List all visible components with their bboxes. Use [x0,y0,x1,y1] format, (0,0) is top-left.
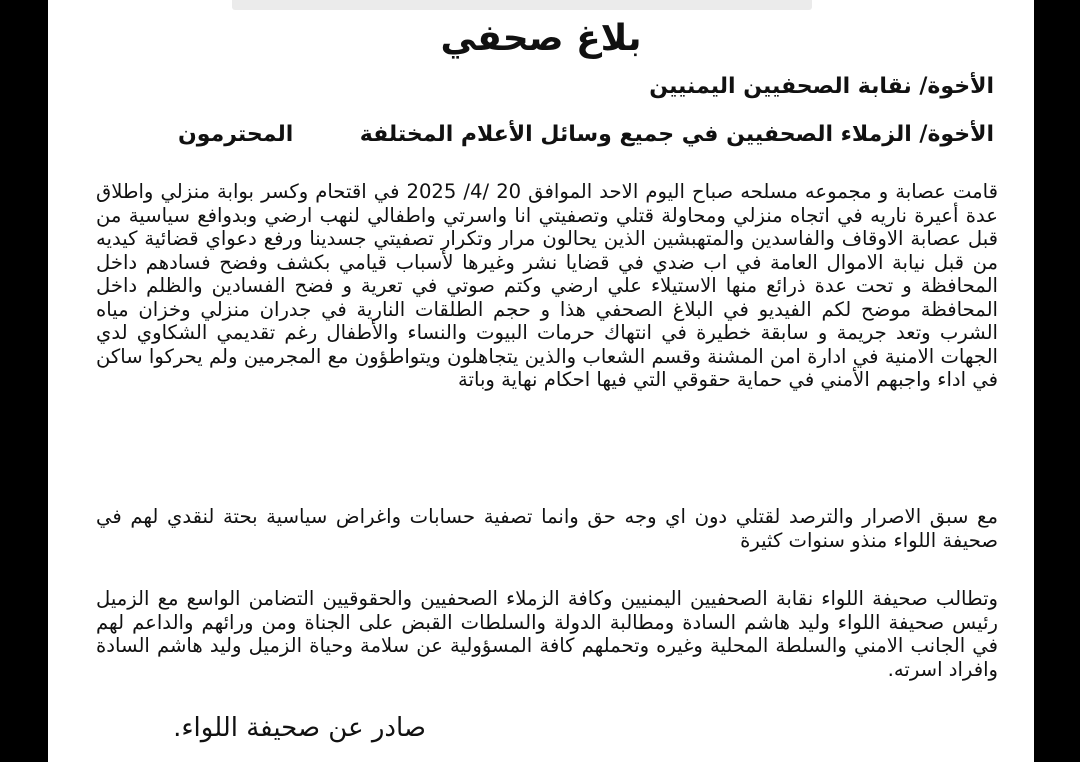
top-gray-bar [232,0,812,10]
document-title: بلاغ صحفي [440,18,642,59]
addressee-line-1: الأخوة/ نقابة الصحفيين اليمنيين [649,74,994,99]
right-black-border [1034,0,1080,762]
press-release-page [48,0,1034,762]
body-paragraph-3: وتطالب صحيفة اللواء نقابة الصحفيين اليمنيين وكافة الزملاء الصحفيين والحقوقيين التضامن الواسع مع الزميل رئيس صحيفة اللواء وليد هاشم السادة ومطالبة الدولة والسلطات القبض على الجناة ومن ورائهم والداعم لهم في الجانب الامني والسلطة المحلية وغيره وتحملهم كافة المسؤولية عن سلامة وحياة الزميل وليد هاشم السادة وافراد اسرته. [96,587,998,681]
body-paragraph-2: مع سبق الاصرار والترصد لقتلي دون اي وجه حق وانما تصفية حسابات واغراض سياسية بحتة لنقدي لهم في صحيفة اللواء منذو سنوات كثيرة [96,505,998,552]
left-black-border [0,0,48,762]
body-paragraph-1: قامت عصابة و مجموعه مسلحه صباح اليوم الاحد الموافق 20 /4/ 2025 في اقتحام وكسر بوابة منزلي واطلاق عدة أعيرة ناريه في اتجاه منزلي ومحاولة قتلي وتصفيتي انا واسرتي واطفالي لنهب ارضي وبدوافع سياسية من قبل عصابة الاوقاف والفاسدين والمتهبشين الذين يحالون مرار وتكرار تصفيتي جسدينا ورفع دعواي قضائية كيديه من قبل نيابة الاموال العامة في اب ضدي في قضايا نشر وغيرها لأسباب قيامي بكشف وفضح فسادهم داخل المحافظة و تحت عدة ذرائع منها الاستيلاء علي ارضي وكتم صوتي في تعرية و فضح الفسادين والظلم داخل المحافظة موضح لكم الفيديو في البلاغ الصحفي هذا و حجم الطلقات النارية في جدران منزلي وخزان مياه الشرب وتعد جريمة و سابقة خطيرة في انتهاك حرمات البيوت والنساء والأطفال رغم تقديمي الشكاوي لدي الجهات الامنية في ادارة امن المشنة وقسم الشعاب والذين يتجاهلون ويتواطؤون مع المجرمين ولم يحركوا ساكن في اداء واجبهم الأمني في حماية حقوقي التي فيها احكام نهاية وباتة [96,180,998,391]
issuer-signature: صادر عن صحيفة اللواء. [173,713,426,743]
respect-label: المحترمون [178,122,294,147]
addressee-line-2: الأخوة/ الزملاء الصحفيين في جميع وسائل الأعلام المختلفة [359,122,994,147]
addressee-line-2-row [178,122,994,156]
